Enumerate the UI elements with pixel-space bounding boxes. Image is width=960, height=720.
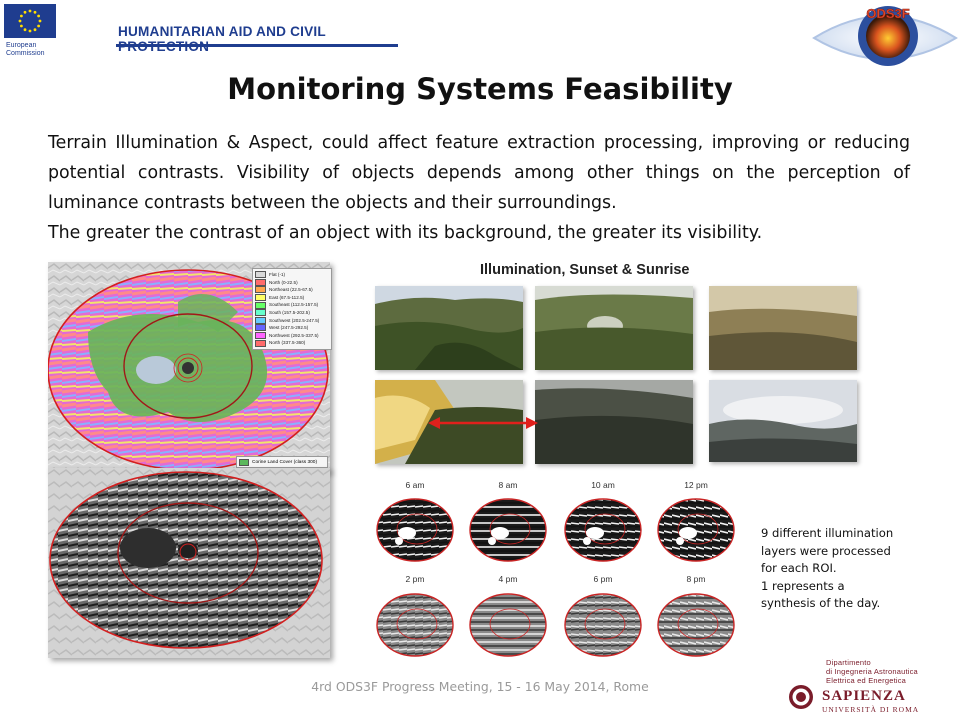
- legend-label: East (67.5-112.5): [269, 294, 305, 300]
- legend-item: [255, 279, 329, 287]
- legend-item: [255, 286, 329, 294]
- illumination-layer-image: [468, 497, 548, 563]
- illumination-title: Illumination, Sunset & Sunrise: [480, 262, 690, 278]
- note-line: 1 represents a synthesis of the day.: [761, 578, 881, 610]
- ods3f-logo-text: ODS3F: [866, 6, 910, 21]
- department-line: Dipartimento: [826, 658, 871, 667]
- legend-swatch: [255, 317, 266, 324]
- legend-item: [255, 309, 329, 317]
- time-label: 6 am: [405, 480, 425, 490]
- time-label: 12 pm: [684, 480, 708, 490]
- contrast-arrow: [428, 415, 538, 431]
- eu-flag-icon: [4, 4, 56, 38]
- legend-swatch: [255, 309, 266, 316]
- illumination-layer-image: [563, 497, 643, 563]
- illumination-layer-image: [656, 497, 736, 563]
- aspect-legend: [252, 268, 332, 350]
- time-label: 10 am: [591, 480, 615, 490]
- legend-item: [255, 294, 329, 302]
- legend-swatch: [255, 340, 266, 347]
- landscape-photo: [535, 286, 693, 370]
- department-name: [826, 658, 950, 685]
- legend-item: [255, 339, 329, 347]
- illumination-note: [761, 525, 901, 613]
- illumination-layer-image: [468, 592, 548, 658]
- department-line: di Ingegneria Astronautica: [826, 667, 918, 676]
- echo-title: HUMANITARIAN AID AND CIVIL: [118, 24, 326, 39]
- hillshade-map: [48, 468, 330, 658]
- corine-swatch: [239, 459, 249, 466]
- sapienza-seal-icon: [788, 684, 814, 710]
- legend-label: Southwest (202.5-247.5): [269, 317, 320, 323]
- legend-label: Flat (-1): [269, 272, 286, 277]
- time-label: 8 pm: [686, 574, 706, 584]
- sapienza-subtitle: UNIVERSITÀ DI ROMA: [822, 705, 920, 714]
- legend-swatch: [255, 332, 266, 339]
- legend-swatch: [255, 302, 266, 309]
- illumination-layer-image: [375, 497, 455, 563]
- sapienza-name: SAPIENZA: [822, 688, 906, 704]
- legend-label: South (157.5-202.5): [269, 309, 310, 315]
- legend-label: North (0-22.5): [269, 279, 298, 285]
- body-text: [48, 128, 910, 248]
- legend-label: Northwest (292.5-337.5): [269, 332, 319, 338]
- landscape-photo: [709, 380, 857, 462]
- legend-item: [255, 301, 329, 309]
- footer: 4rd ODS3F Progress Meeting, 15 - 16 May 2014, Rome: [311, 679, 649, 694]
- ods3f-logo: [810, 0, 960, 72]
- legend-swatch: [255, 279, 266, 286]
- legend-label: Southeast (112.5-157.5): [269, 302, 319, 308]
- illumination-layer-image: [375, 592, 455, 658]
- corine-legend: [236, 456, 328, 468]
- legend-item: [255, 271, 329, 279]
- body-paragraph: Terrain Illumination & Aspect, could affect feature extraction processing, improving or reducing potential contrasts. Visibility of objects depends among other things on the perception of luminance contrasts between the objects and their surroundings.: [48, 133, 910, 213]
- legend-label: North (337.5-360): [269, 340, 306, 346]
- legend-item: [255, 332, 329, 340]
- department-line: Elettrica ed Energetica: [826, 676, 907, 685]
- note-line: 9 different illumination layers were processed for each ROI.: [761, 526, 894, 575]
- legend-label: Northeast (22.5-67.5): [269, 287, 313, 293]
- time-label: 4 pm: [498, 574, 518, 584]
- legend-item: [255, 317, 329, 325]
- landscape-photo: [535, 380, 693, 464]
- eu-banner: [0, 0, 400, 64]
- slide-title: Monitoring Systems Feasibility: [227, 72, 733, 106]
- time-label: 8 am: [498, 480, 518, 490]
- landscape-photo: [709, 286, 857, 370]
- corine-label: Corine Land Cover (class 300): [252, 459, 318, 465]
- legend-item: [255, 324, 329, 332]
- legend-swatch: [255, 294, 266, 301]
- illumination-layer-image: [656, 592, 736, 658]
- body-paragraph: The greater the contrast of an object with its background, the greater its visibility.: [48, 223, 763, 243]
- legend-swatch: [255, 324, 266, 331]
- illumination-layer-image: [563, 592, 643, 658]
- eu-commission-name: European Commission: [6, 42, 45, 57]
- legend-label: West (247.5-292.5): [269, 325, 309, 331]
- time-label: 2 pm: [405, 574, 425, 584]
- legend-swatch: [255, 271, 266, 278]
- landscape-photo: [375, 286, 523, 370]
- legend-swatch: [255, 286, 266, 293]
- time-label: 6 pm: [593, 574, 613, 584]
- header-divider: [116, 44, 398, 47]
